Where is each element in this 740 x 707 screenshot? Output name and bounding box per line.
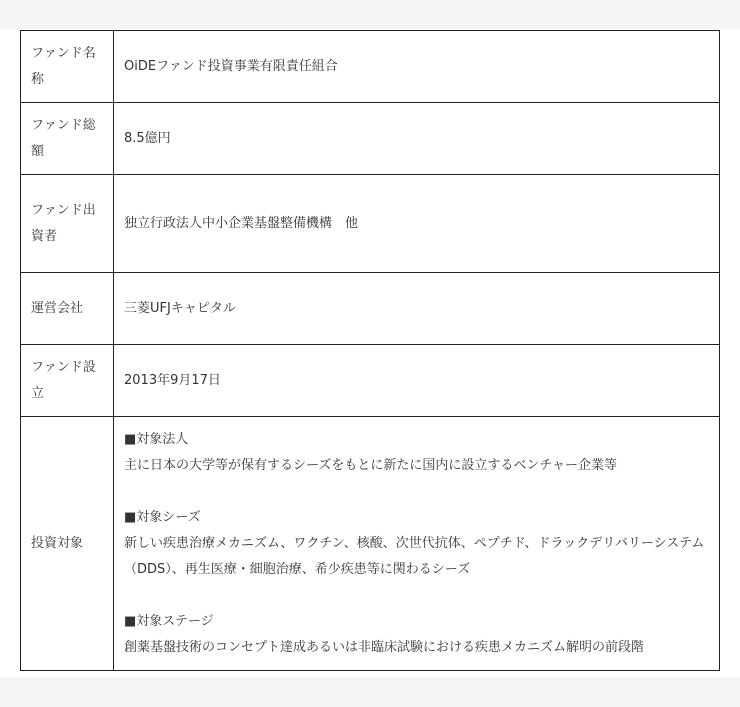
section-gap (124, 583, 709, 609)
fund-established-label: ファンド設立 (21, 345, 114, 417)
table-row-operator (21, 273, 720, 345)
investment-target-label: 投資対象 (21, 417, 114, 671)
table-row-fund-total (21, 103, 720, 175)
target-seeds-heading: ■対象シーズ (124, 509, 201, 525)
target-stage-heading: ■対象ステージ (124, 613, 214, 629)
fund-investors-label: ファンド出資者 (21, 175, 114, 273)
fund-total-label: ファンド総額 (21, 103, 114, 175)
target-corporation-heading: ■対象法人 (124, 431, 189, 447)
fund-established-value: 2013年9月17日 (114, 345, 720, 417)
fund-total-value: 8.5億円 (114, 103, 720, 175)
table-row-fund-established (21, 345, 720, 417)
target-stage-body: 創薬基盤技術のコンセプト達成あるいは非臨床試験における疾患メカニズム解明の前段階 (124, 639, 645, 655)
table-row-investment-target (21, 417, 720, 671)
table-row-fund-name (21, 31, 720, 103)
fund-name-value: OiDEファンド投資事業有限責任組合 (114, 31, 720, 103)
fund-investors-value: 独立行政法人中小企業基盤整備機構 他 (114, 175, 720, 273)
operator-label: 運営会社 (21, 273, 114, 345)
operator-value: 三菱UFJキャピタル (114, 273, 720, 345)
investment-target-value (114, 417, 720, 671)
page-content (0, 29, 740, 677)
table-row-fund-investors (21, 175, 720, 273)
target-seeds-body: 新しい疾患治療メカニズム、ワクチン、核酸、次世代抗体、ペプチド、ドラックデリバリーシステム（DDS）、再生医療・細胞治療、希少疾患等に関わるシーズ (124, 535, 705, 577)
section-gap (124, 479, 709, 505)
fund-info-table (20, 30, 720, 671)
target-corporation-body: 主に日本の大学等が保有するシーズをもとに新たに国内に設立するベンチャー企業等 (124, 457, 617, 473)
fund-name-label: ファンド名称 (21, 31, 114, 103)
